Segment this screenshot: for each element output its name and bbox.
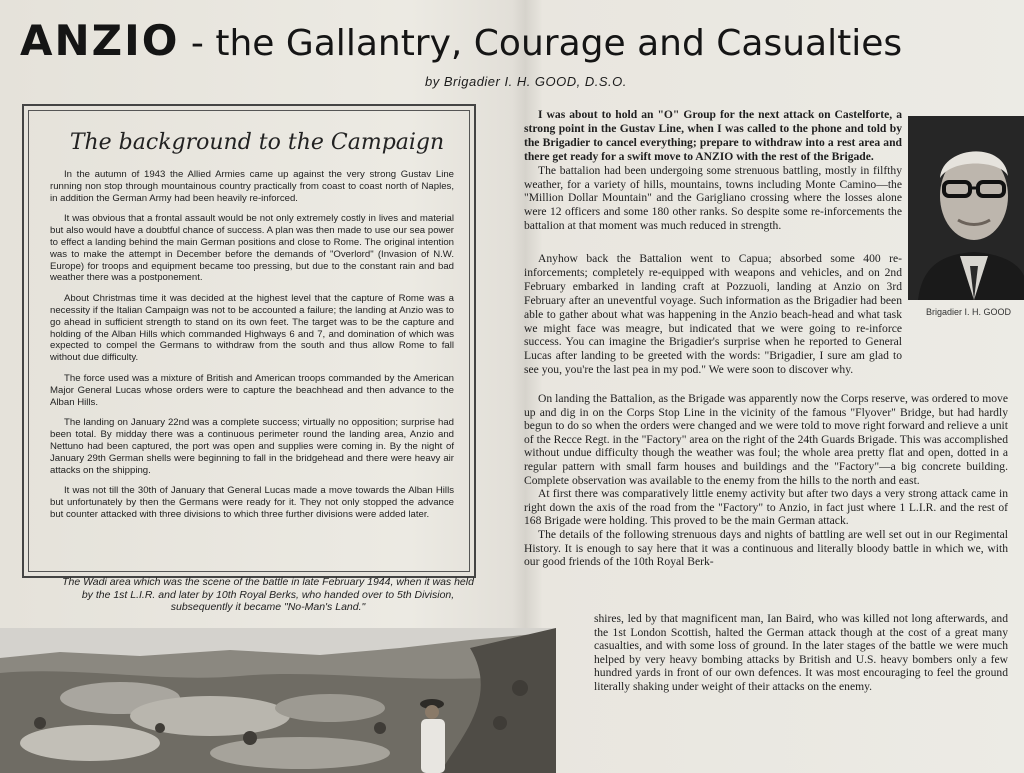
portrait-photo — [908, 116, 1024, 300]
article-column-top — [524, 108, 902, 233]
article-lead: I was about to hold an "O" Group for the next attack on Castelforte, a strong point in the Gustav Line, when I was called to the phone and told by the Brigadier to cancel everything; prepare to withdraw into a rest area and there get ready for a swift move to ANZIO with the rest of the Brigade. — [524, 108, 902, 163]
article-column-bottom — [594, 612, 1008, 694]
byline: by Brigadier I. H. GOOD, D.S.O. — [425, 74, 627, 89]
headline-anzio: ANZIO — [20, 16, 180, 65]
photo-caption: The Wadi area which was the scene of the battle in late February 1944, when it was held by the 1st L.I.R. and later by 10th Royal Berks, who handed over to 5th Division, subsequently it became "No-Man's Land." — [62, 576, 474, 613]
article-paragraph: shires, led by that magnificent man, Ian Baird, who was killed not long afterwards, and the 1st London Scottish, halted the German attack though at the cost of a great many casualties, and with some loss of ground. In the later stages of the battle we were much helped by very heavy bombing attacks by British and U.S. heavy bombers only a few hundred yards in front of our own defences. It was most encouraging to feel the ground literally shaking under weight of their attacks on the enemy. — [594, 612, 1008, 693]
article-paragraph: On landing the Battalion, as the Brigade was apparently now the Corps reserve, was ordered to move up and dig in on the Corps Stop Line in the vicinity of the famous "Flyover" Bridge, but had hardly begun to do so when the orders were changed and we were told to move right forward and relieve a unit of the Recce Regt. in the "Factory" area on the right of the 24th Guards Brigade. This was accomplished without undue difficulty though the weather was foul; the whole area pretty flat and open, dotted in a regular pattern with small farm houses and buildings and the "Factory"—a big concrete building. Complete observation was available to the enemy from the hills to the north and east. — [524, 392, 1008, 487]
background-box — [22, 104, 476, 578]
background-paragraph: The force used was a mixture of British and American troops commanded by the American Major General Lucas whose orders were to capture the beachhead and then advance to the Alban Hills. — [50, 372, 454, 408]
background-paragraph: The landing on January 22nd was a complete success; virtually no opposition; surprise had been total. By midday there was a continuous perimeter round the landing area, Anzio and Nettuno had been captured, the port was open and supplies were coming in. By the night of January 29th German shells were beginning to fall in the bridgehead and there were heavy air attacks on the shipping. — [50, 417, 454, 476]
portrait-caption: Brigadier I. H. GOOD — [926, 307, 1012, 317]
background-paragraph: In the autumn of 1943 the Allied Armies came up against the very strong Gustav Line running non stop through mountainous country practically from coast to coast north of Naples, in addition the German Army had been heavily re-inforced. — [50, 169, 454, 204]
article-column-mid — [524, 252, 902, 377]
background-box-title: The background to the Campaign — [69, 130, 445, 155]
wadi-photo-illustration — [0, 628, 556, 773]
article-paragraph: At first there was comparatively little enemy activity but after two days a very strong attack came in right down the axis of the road from the "Factory" to Anzio, in fact just where 1 L.I.R. and the rest of 168 Brigade were holding. This proved to be the main German attack. — [524, 487, 1008, 528]
background-paragraph: About Christmas time it was decided at the highest level that the capture of Rome was a necessity if the Italian Campaign was not to be accounted a failure; the landing at Anzio was to go ahead in sufficient strength to stand on its own feet. The target was to be the capture and holding of the Alban Hills which commanded Highways 6 and 7, and domination of which was expected to compel the Germans to withdraw from the south and thus allow Rome to fall without due difficulty. — [50, 293, 454, 364]
background-paragraph: It was not till the 30th of January that General Lucas made a move towards the Alban Hills but unfortunately by then the Germans were ready for it. They not only stopped the advance but counter attacked with three divisions to which three further divisions were added later. — [50, 485, 454, 520]
article-column-wide — [524, 392, 1008, 569]
background-paragraph: It was obvious that a frontal assault would be not only extremely costly in lives and material but also would have a doubtful chance of success. A plan was then made to use our sea power to effect a landing behind the main German positions and close to Rome. The original intention was to make the attempt in December before the demands of "Overlord" (Invasion of N.W. Europe) for troops and equipment became too pressing, but due to the constant rain and bad weather there was a postponement. — [50, 213, 454, 284]
article-paragraph: The battalion had been undergoing some strenuous battling, mostly in filfthy weather, for a variety of hills, mountains, towns including Monte Camino—the "Million Dollar Mountain" and the Garigliano crossing where the losses alone were 12 officers and some 180 other ranks. So despite some re-inforcements the battalion at that moment was much reduced in strength. — [524, 163, 902, 233]
article-paragraph: Anyhow back the Battalion went to Capua; absorbed some 400 re-inforcements; completely re-equipped with weapons and vehicles, and on 2nd February embarked in landing craft at Pozzuoli, landing at Anzio on 3rd February after an uneventful voyage. Such information as the Brigadier had been able to gather about what was happening in the Anzio beach-head and what task we might face was meagre, but indicated that we were going to re-inforce success. You can imagine the Brigadier's surprise when he reported to General Lucas after landing to be greeted with the words: "Brigadier, I sure am glad to see you, you're the last pea in my pod." We were soon to discover why. — [524, 252, 902, 377]
portrait-illustration — [908, 116, 1024, 300]
article-headline — [20, 16, 902, 65]
article-paragraph: The details of the following strenuous days and nights of battling are well set out in our Regimental History. It is enough to say here that it was a continuous and literally bloody battle in which we, with our good friends of the 10th Royal Berk- — [524, 527, 1008, 569]
headline-subtitle: - the Gallantry, Courage and Casualties — [179, 23, 903, 64]
wadi-photo — [0, 628, 556, 773]
